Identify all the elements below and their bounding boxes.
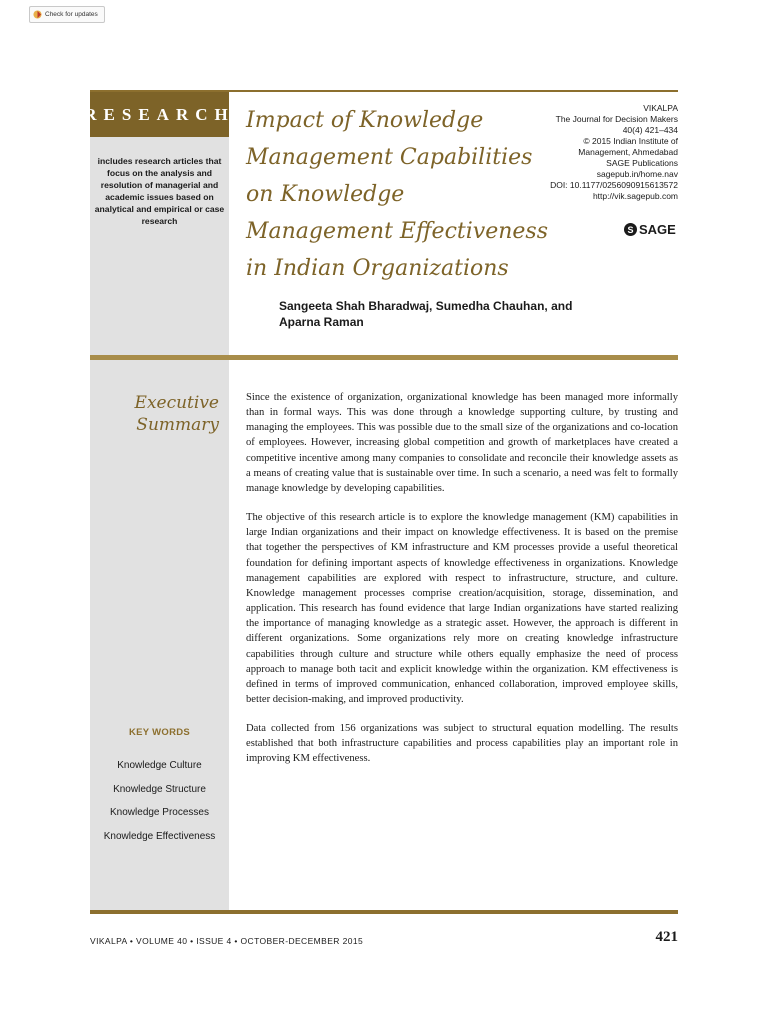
journal-doi[interactable]: DOI: 10.1177/0256090915613572 [550,180,678,190]
keyword-item: Knowledge Effectiveness [103,830,216,842]
keywords-list [90,754,229,848]
sage-logo [624,222,676,237]
section-label: RESEARCH [90,92,229,137]
journal-copyright: © 2015 Indian Institute of [583,136,678,146]
bottom-rule [90,910,678,914]
authors-line: Sangeeta Shah Bharadwaj, Sumedha Chauhan, and [279,299,573,313]
keyword-item: Knowledge Processes [110,807,209,818]
section-divider [90,355,678,360]
title-line: Management Effectiveness [246,219,548,244]
summary-paragraph: Since the existence of organization, organizational knowledge has been managed more informally than in formal ways. This was done through a knowledge supporting culture, by trusting and managing the employees. This was possible due to the small size of the organizations and co-location of employees. However, increasing global competition and growth of marketplaces have created a competitive incentive among many companies to consolidate and reconcile their knowledge assets as a means of creating value that is sustainable over time. In such a scenario, a need was felt to formally manage knowledge by developing capabilities. [246,392,678,494]
journal-name: VIKALPA [643,103,678,113]
keywords-heading: KEY WORDS [128,727,191,738]
executive-summary-heading [90,392,219,436]
title-line: Impact of Knowledge [246,108,484,133]
summary-paragraph: Data collected from 156 organizations was subject to structural equation modelling. The results established that both infrastructure capabilities and process capabilities play an important role in improving KM effectiveness. [246,723,678,765]
keyword-item: Knowledge Structure [113,783,206,795]
summary-paragraph: The objective of this research article is to explore the knowledge management (KM) capabilities in large Indian organizations and their impact on knowledge effectiveness. It is based on the premise that together the perspectives of KM infrastructure and KM processes provide a useful theoretical foundation for defining important aspects of knowledge effectiveness in organizations. Knowledge management capabilities are explored with respect to infrastructure, structure, and culture. Knowledge management processes comprise creation/acquisition, storage, dissemination, and application. This research has found evidence that large Indian organizations have started realizing the importance of managing knowledge as a strategic asset. However, the approach is different in different organizations. Some organizations rely more on creating knowledge infrastructure capabilities through culture and structure while others equally emphasize the need of process approach to manage both tacit and explicit knowledge within the organization. KM effectiveness is defined in terms of improved communication, enhanced collaboration, improved employee skills, better decision-making, and improved productivity. [246,512,678,705]
summary-body [246,390,678,781]
authors-line: Aparna Raman [279,315,364,329]
keyword-item: Knowledge Culture [117,760,202,771]
journal-url[interactable]: http://vik.sagepub.com [592,191,678,201]
journal-subtitle: The Journal for Decision Makers [555,114,678,124]
journal-info [508,103,678,202]
heading-line: Summary [136,415,219,435]
check-for-updates-label: Check for updates [45,11,98,18]
check-for-updates-badge[interactable] [29,6,105,23]
footer-citation: VIKALPA • VOLUME 40 • ISSUE 4 • OCTOBER-DECEMBER 2015 [90,936,364,946]
heading-line: Executive [134,393,219,413]
journal-issue: 40(4) 421–434 [622,125,678,135]
title-line: on Knowledge [246,182,405,207]
journal-publisher-link[interactable]: sagepub.in/home.nav [596,169,678,179]
authors [279,298,619,330]
section-description: includes research articles that focus on the analysis and resolution of managerial and academic issues based on analytical and empirical or case research [94,156,225,226]
title-line: Management Capabilities [246,145,533,170]
title-line: in Indian Organizations [246,256,509,281]
journal-publisher: SAGE Publications [606,158,678,168]
sage-s-icon: S [624,223,637,236]
page-number: 421 [655,929,678,945]
journal-copyright-cont: Management, Ahmedabad [578,147,678,157]
crossmark-icon [33,10,42,19]
sage-logo-text: SAGE [639,222,676,237]
